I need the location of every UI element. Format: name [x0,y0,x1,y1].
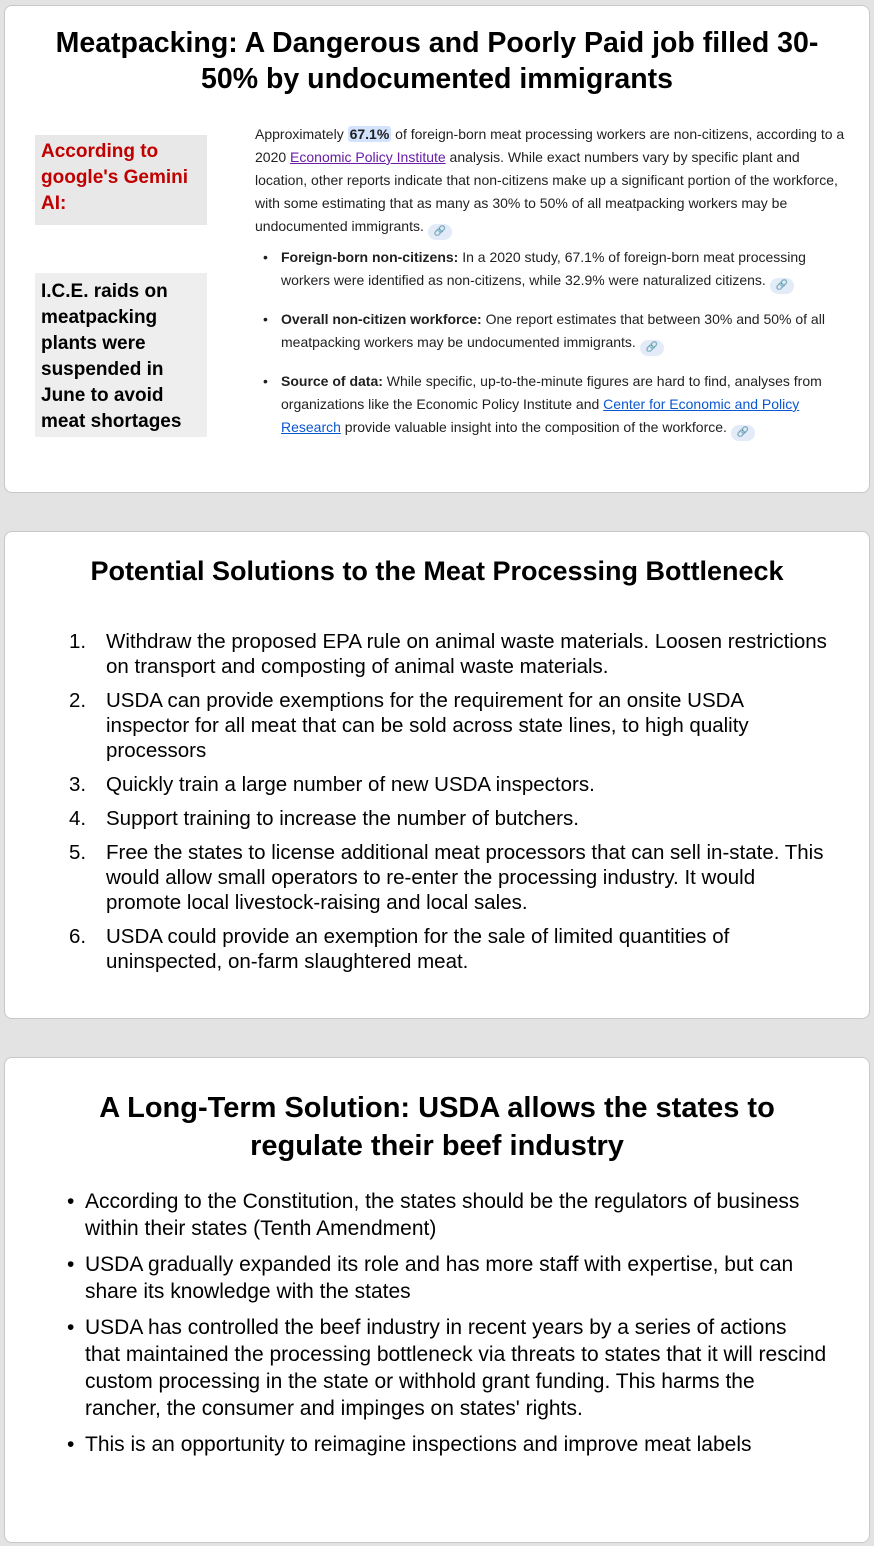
item-number: 3. [69,773,87,796]
bullet-text-post: provide valuable insight into the composition of the workforce. [340,419,727,435]
bullet-text: In a 2020 study, 67.1% of foreign-born meat processing workers were identified as non-citizens, while 32.9% were naturalized citizens. [281,249,806,288]
item-text: Withdraw the proposed EPA rule on animal waste materials. Loosen restrictions on transport and composting of animal waste materials. [106,630,827,678]
item-text: USDA can provide exemptions for the requirement for an onsite USDA inspector for all meat that can be sold across state lines, to high quality processors [106,689,749,762]
gemini-bullet-foreign-born [255,246,855,294]
epi-link[interactable]: Economic Policy Institute [290,149,446,165]
ice-raids-note: I.C.E. raids on meatpacking plants were suspended in June to avoid meat shortages [35,273,207,437]
link-icon[interactable]: 🔗 [731,425,755,441]
item-number: 1. [69,630,87,653]
slide3-title: A Long-Term Solution: USDA allows the states to regulate their beef industry [99,1092,775,1162]
list-item [69,629,829,679]
gemini-bullets [255,246,855,441]
item-number: 2. [69,689,87,712]
list-item [69,924,829,974]
bullet-text-pre: While specific, up-to-the-minute figures are hard to find, analyses from organizations like the Economic Policy Institute and [281,373,822,412]
slide1-title: Meatpacking: A Dangerous and Poorly Paid job filled 30-50% by undocumented immigrants [55,27,819,95]
list-item: • According to the Constitution, the states should be the regulators of business within their states (Tenth Amendment) [67,1188,827,1242]
item-text: Free the states to license additional meat processors that can sell in-state. This would allow small operators to re-enter the processing industry. It would promote local livestock-raising and local sales. [106,841,824,914]
list-item [69,688,829,763]
intro-text-pre: Approximately [255,126,348,142]
gemini-source-label-line2: AI: [41,193,67,214]
long-term-bullets [67,1188,827,1467]
bullet-label: Source of data: [281,373,383,389]
item-number: 6. [69,925,87,948]
bullet-text: One report estimates that between 30% and 50% of all meatpacking workers may be undocumented immigrants. [281,311,825,350]
slide-meatpacking [4,5,870,493]
link-icon[interactable]: 🔗 [640,340,664,356]
slide-potential-solutions [4,531,870,1019]
link-icon[interactable]: 🔗 [428,224,452,240]
item-text: Quickly train a large number of new USDA inspectors. [106,773,595,796]
slide2-title: Potential Solutions to the Meat Processing Bottleneck [90,556,784,586]
item-number: 4. [69,807,87,830]
list-item: • This is an opportunity to reimagine inspections and improve meat labels [67,1431,827,1458]
slide-long-term-solution [4,1057,870,1543]
gemini-bullet-overall [255,308,855,356]
cepr-link[interactable]: Center for Economic and Policy Research [281,396,800,435]
item-text: USDA could provide an exemption for the sale of limited quantities of uninspected, on-farm slaughtered meat. [106,925,730,973]
list-item: • USDA has controlled the beef industry in recent years by a series of actions that maintained the processing bottleneck via threats to states that it will rescind custom processing in the state or withhold grant funding. This harms the rancher, the consumer and impinges on states' rights. [67,1314,827,1422]
gemini-source-label [35,135,207,225]
bullet-label: Overall non-citizen workforce: [281,311,482,327]
gemini-response [255,123,855,455]
gemini-intro-paragraph [255,123,855,240]
gemini-bullet-source [255,370,855,441]
gemini-source-label-line1: According to google's Gemini [41,141,189,188]
list-item: • USDA gradually expanded its role and has more staff with expertise, but can share its knowledge with the states [67,1251,827,1305]
list-item [69,772,829,797]
item-number: 5. [69,841,87,864]
bullet-label: Foreign-born non-citizens: [281,249,459,265]
solutions-list [69,629,829,983]
list-item [69,840,829,915]
list-item [69,806,829,831]
intro-text-post: analysis. While exact numbers vary by specific plant and location, other reports indicate that non-citizens make up a significant portion of the workforce, with some estimating that as many as 30% to 50% of all meatpacking workers may be undocumented immigrants. [255,149,838,234]
item-text: Support training to increase the number of butchers. [106,807,579,830]
link-icon[interactable]: 🔗 [770,278,794,294]
intro-text-mid: of foreign-born meat processing workers are non-citizens, according to a 2020 [255,126,845,165]
highlight-percentage: 67.1% [349,126,390,142]
